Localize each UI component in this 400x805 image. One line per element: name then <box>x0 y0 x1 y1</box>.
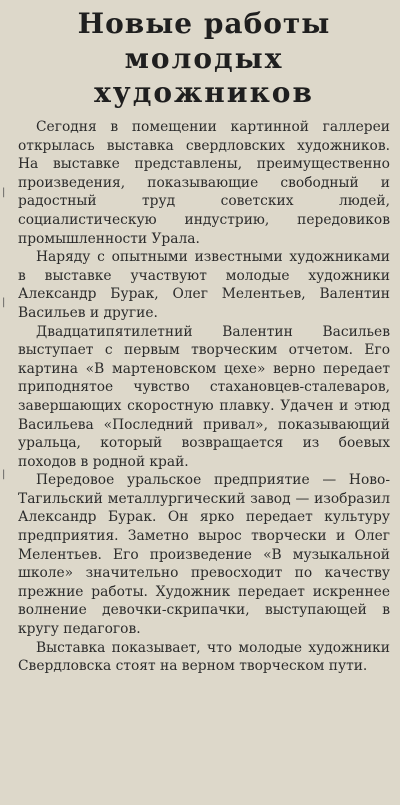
paragraph-5: Выставка показывает, что молодые художники Свердловска стоят на верном творческом пути. <box>18 639 390 675</box>
paragraph-4: Передовое уральское предприятие — Ново-Тагильский металлургический завод — изобразил Александр Бурак. Он ярко передает культуру предприятия. Заметно вырос творчески и Олег Мелентьев. Его произведение «В музыкальной школе» значительно превосходит по качеству прежние работы. Художник передает искреннее волнение девочки-скрипачки, выступающей в кругу педагогов. <box>18 472 390 638</box>
headline-line-1: Новые работы <box>77 7 331 40</box>
margin-mark: | <box>2 469 6 480</box>
paragraph-1: Сегодня в помещении картинной галлереи открылась выставка свердловских художников. На выставке представлены, преимущественно произведения, показывающие свободный и радостный труд советских людей, социалистическую индустрию, передовиков промышленности Урала. <box>18 119 390 247</box>
article-headline <box>18 6 390 110</box>
paragraph-3: Двадцатипятилетний Валентин Васильев выступает с первым творческим отчетом. Его картина «В мартеновском цехе» верно передает приподнятое чувство стахановцев-сталеваров, завершающих скоростную плавку. Удачен и этюд Васильева «Последний привал», показывающий уральца, который возвращается из боевых походов в родной край. <box>18 323 390 470</box>
margin-mark: | <box>2 187 6 198</box>
margin-mark: | <box>2 297 6 308</box>
headline-line-2: молодых художников <box>94 42 314 109</box>
article-body <box>18 118 390 676</box>
paragraph-2: Наряду с опытными известными художниками в выставке участвуют молодые художники Александр Бурак, Олег Мелентьев, Валентин Васильев и другие. <box>18 249 390 321</box>
